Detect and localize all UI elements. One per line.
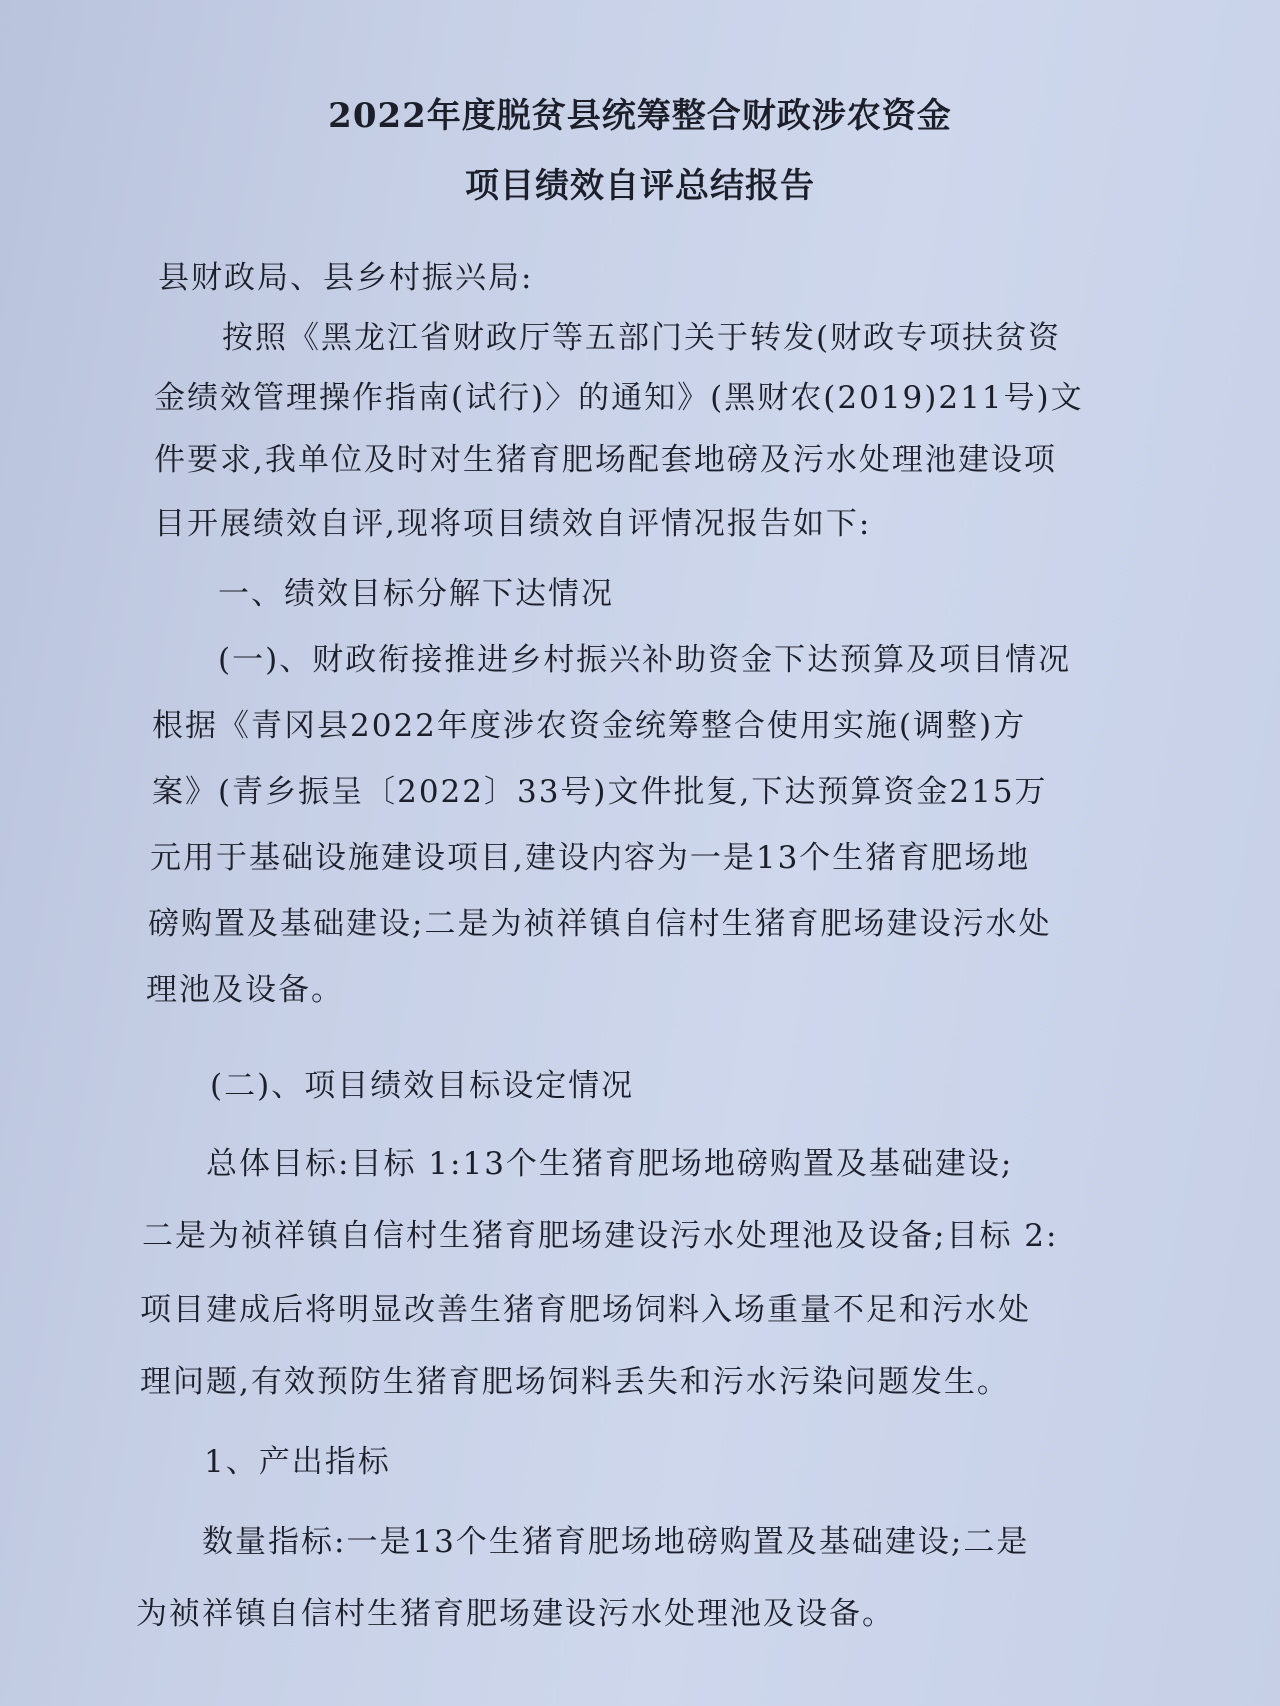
- item-heading: 1、产出指标: [204, 1444, 391, 1480]
- body-line: 为祯祥镇自信村生猪育肥场建设污水处理池及设备。: [136, 1596, 895, 1632]
- addressee-line: 县财政局、县乡村振兴局:: [158, 260, 534, 296]
- body-line: 数量指标:一是13个生猪育肥场地磅购置及基础建设;二是: [202, 1524, 1030, 1560]
- subsection-heading: (二)、项目绩效目标设定情况: [210, 1068, 635, 1104]
- body-line: 案》(青乡振呈〔2022〕33号)文件批复,下达预算资金215万: [152, 774, 1048, 810]
- subsection-heading: (一)、财政衔接推进乡村振兴补助资金下达预算及项目情况: [218, 642, 1072, 678]
- body-line: 理问题,有效预防生猪育肥场饲料丢失和污水污染问题发生。: [140, 1364, 1010, 1400]
- body-line: 项目建成后将明显改善生猪育肥场饲料入场重量不足和污水处: [140, 1292, 1031, 1328]
- body-line: 根据《青冈县2022年度涉农资金统筹整合使用实施(调整)方: [152, 708, 1027, 744]
- body-line: 按照《黑龙江省财政厅等五部门关于转发(财政专项扶贫资: [222, 320, 1062, 356]
- body-line: 二是为祯祥镇自信村生猪育肥场建设污水处理池及设备;目标 2:: [142, 1218, 1059, 1254]
- section-heading: 一、绩效目标分解下达情况: [218, 576, 614, 612]
- body-line: 元用于基础设施建设项目,建设内容为一是13个生猪育肥场地: [150, 840, 1031, 876]
- body-line: 目开展绩效自评,现将项目绩效自评情况报告如下:: [154, 506, 872, 542]
- body-line: 件要求,我单位及时对生猪育肥场配套地磅及污水处理池建设项: [154, 442, 1057, 478]
- report-title-line-2: 项目绩效自评总结报告: [465, 166, 815, 206]
- body-line: 磅购置及基础建设;二是为祯祥镇自信村生猪育肥场建设污水处: [148, 906, 1052, 942]
- report-title-line-1: 2022年度脱贫县统筹整合财政涉农资金: [328, 96, 952, 136]
- body-line: 金绩效管理操作指南(试行)〉的通知》(黑财农(2019)211号)文: [154, 380, 1084, 416]
- body-line: 总体目标:目标 1:13个生猪育肥场地磅购置及基础建设;: [206, 1146, 1014, 1182]
- body-line: 理池及设备。: [146, 972, 344, 1008]
